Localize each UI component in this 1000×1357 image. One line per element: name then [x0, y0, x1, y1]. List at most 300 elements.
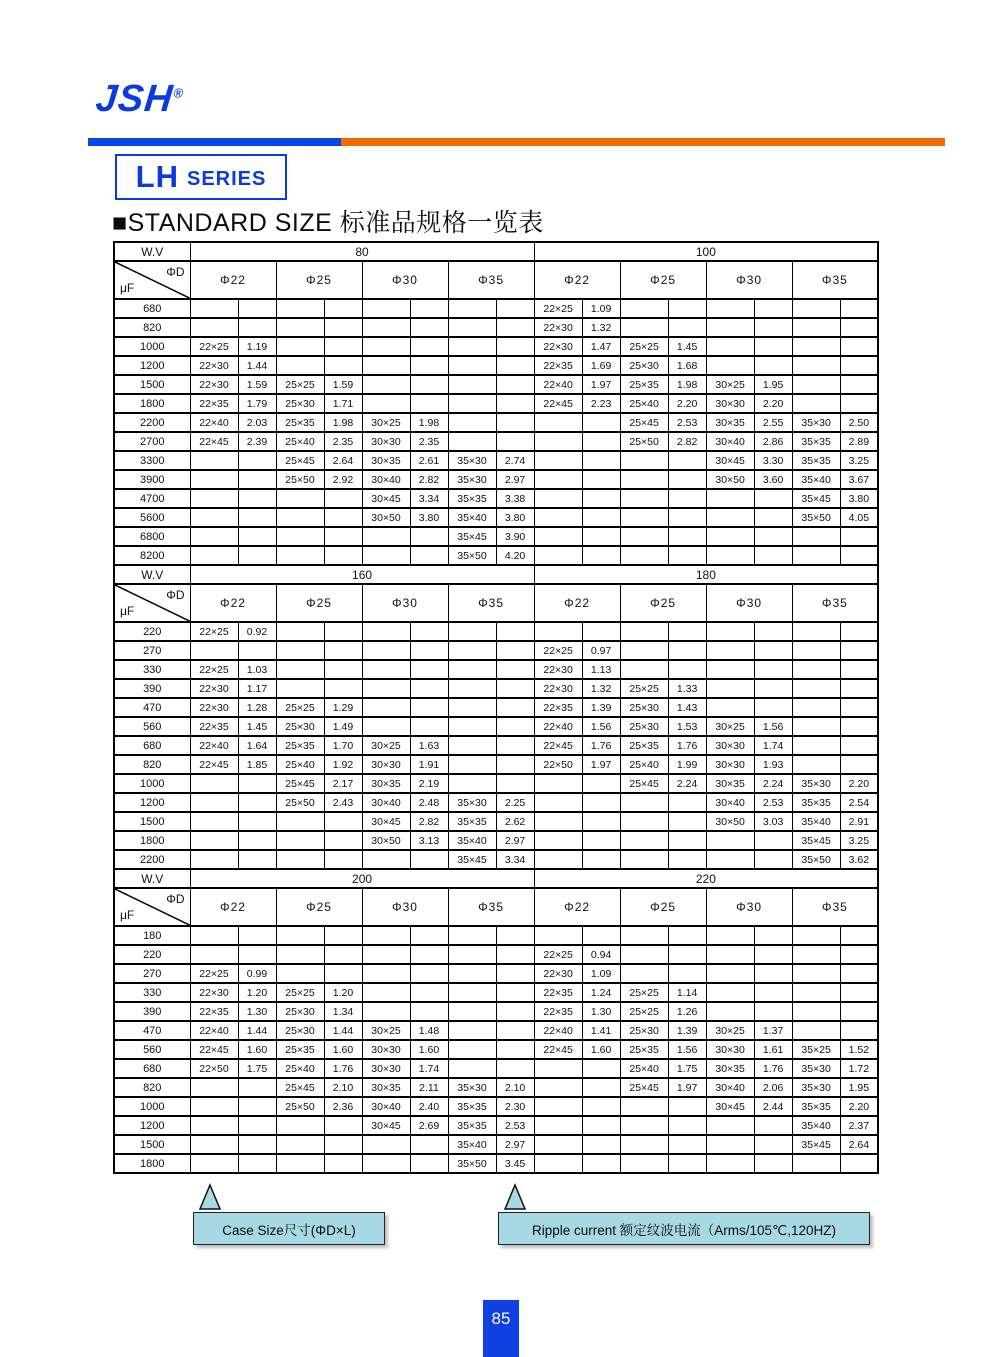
- ripple-current-cell: [238, 1116, 276, 1135]
- case-size-cell: [448, 337, 496, 356]
- case-size-cell: [706, 337, 754, 356]
- table-row: [114, 1040, 878, 1059]
- ripple-current-cell: [324, 546, 362, 565]
- case-size-cell: 30×25: [362, 736, 410, 755]
- ripple-current-cell: 2.37: [840, 1116, 878, 1135]
- case-size-cell: 30×45: [706, 1097, 754, 1116]
- case-size-cell: [448, 356, 496, 375]
- ripple-current-cell: 2.20: [840, 774, 878, 793]
- case-size-cell: [276, 964, 324, 983]
- uf-cell: 3300: [114, 451, 190, 470]
- ripple-current-cell: [496, 1059, 534, 1078]
- case-size-cell: [534, 1154, 582, 1173]
- case-size-cell: 22×30: [190, 679, 238, 698]
- diameter-header: Φ22: [534, 584, 620, 622]
- case-size-cell: [276, 337, 324, 356]
- case-size-cell: 25×50: [276, 793, 324, 812]
- case-size-cell: 25×30: [620, 698, 668, 717]
- ripple-current-cell: [754, 698, 792, 717]
- case-size-cell: 35×40: [448, 831, 496, 850]
- case-size-cell: 30×45: [362, 812, 410, 831]
- ripple-current-cell: 2.20: [754, 394, 792, 413]
- case-size-cell: [620, 793, 668, 812]
- case-size-cell: 35×30: [448, 1078, 496, 1097]
- ripple-current-cell: [496, 736, 534, 755]
- diameter-header: Φ22: [534, 888, 620, 926]
- ripple-current-cell: 1.60: [324, 1040, 362, 1059]
- ripple-current-cell: 1.59: [238, 375, 276, 394]
- ripple-current-cell: [840, 1002, 878, 1021]
- ripple-current-cell: [410, 679, 448, 698]
- case-size-cell: [534, 793, 582, 812]
- ripple-current-cell: 0.99: [238, 964, 276, 983]
- case-size-cell: [534, 489, 582, 508]
- case-size-cell: 22×40: [534, 375, 582, 394]
- ripple-current-cell: 1.09: [582, 964, 620, 983]
- case-size-cell: [620, 318, 668, 337]
- standard-size-table-wrap: [113, 241, 879, 1174]
- case-size-cell: 25×25: [620, 983, 668, 1002]
- case-size-cell: [362, 679, 410, 698]
- ripple-current-cell: [238, 831, 276, 850]
- ripple-current-cell: [668, 451, 706, 470]
- case-size-cell: [448, 679, 496, 698]
- ripple-current-cell: 1.44: [238, 1021, 276, 1040]
- uf-cell: 680: [114, 1059, 190, 1078]
- uf-cell: 270: [114, 641, 190, 660]
- ripple-current-cell: 1.48: [410, 1021, 448, 1040]
- case-size-cell: [448, 622, 496, 641]
- case-size-cell: [362, 375, 410, 394]
- ripple-current-cell: [668, 489, 706, 508]
- ripple-current-cell: [324, 945, 362, 964]
- case-size-cell: [362, 1135, 410, 1154]
- ripple-current-cell: [840, 641, 878, 660]
- case-size-cell: [190, 774, 238, 793]
- ripple-current-cell: [754, 337, 792, 356]
- ripple-current-cell: 1.75: [238, 1059, 276, 1078]
- case-size-cell: 30×50: [706, 812, 754, 831]
- case-size-cell: [362, 926, 410, 945]
- ripple-current-cell: 1.34: [324, 1002, 362, 1021]
- uf-cell: 2700: [114, 432, 190, 451]
- case-size-cell: 30×50: [362, 508, 410, 527]
- table-row: [114, 679, 878, 698]
- ripple-current-cell: 2.30: [496, 1097, 534, 1116]
- ripple-current-cell: 1.74: [754, 736, 792, 755]
- case-size-cell: [276, 1116, 324, 1135]
- ripple-current-cell: [324, 318, 362, 337]
- wv-row: [114, 242, 878, 261]
- ripple-current-cell: [754, 964, 792, 983]
- ripple-current-cell: [840, 926, 878, 945]
- case-size-cell: [276, 546, 324, 565]
- case-size-cell: [620, 812, 668, 831]
- case-size-cell: [706, 698, 754, 717]
- ripple-current-cell: [840, 736, 878, 755]
- ripple-current-cell: 1.59: [324, 375, 362, 394]
- table-row: [114, 622, 878, 641]
- ripple-current-cell: [668, 926, 706, 945]
- case-size-cell: 30×50: [706, 470, 754, 489]
- case-size-cell: [448, 964, 496, 983]
- case-size-cell: [448, 774, 496, 793]
- ripple-current-cell: 1.92: [324, 755, 362, 774]
- ripple-current-cell: [754, 926, 792, 945]
- case-size-cell: [362, 1154, 410, 1173]
- case-size-cell: 35×30: [448, 451, 496, 470]
- ripple-current-cell: 2.10: [496, 1078, 534, 1097]
- ripple-current-cell: [238, 793, 276, 812]
- case-size-cell: 30×40: [706, 1078, 754, 1097]
- ripple-current-cell: [840, 1021, 878, 1040]
- case-size-cell: [706, 356, 754, 375]
- ripple-current-cell: 2.54: [840, 793, 878, 812]
- case-size-cell: [792, 945, 840, 964]
- case-size-cell: 25×25: [276, 698, 324, 717]
- ripple-current-cell: [496, 299, 534, 318]
- ripple-current-cell: 2.06: [754, 1078, 792, 1097]
- case-size-cell: 22×40: [190, 413, 238, 432]
- case-size-cell: [706, 831, 754, 850]
- ripple-current-cell: [582, 622, 620, 641]
- ripple-current-cell: [238, 1097, 276, 1116]
- ripple-current-cell: 1.70: [324, 736, 362, 755]
- ripple-current-cell: 1.61: [754, 1040, 792, 1059]
- case-size-cell: 35×45: [448, 850, 496, 869]
- uf-cell: 1200: [114, 793, 190, 812]
- ripple-current-cell: [582, 793, 620, 812]
- case-size-cell: [792, 546, 840, 565]
- ripple-current-cell: [238, 1078, 276, 1097]
- ripple-current-cell: [668, 470, 706, 489]
- case-size-cell: [362, 945, 410, 964]
- ripple-current-cell: [238, 850, 276, 869]
- table-row: [114, 641, 878, 660]
- case-size-cell: 30×25: [706, 375, 754, 394]
- ripple-current-cell: [324, 489, 362, 508]
- ripple-current-cell: [668, 508, 706, 527]
- capacitance-axis-label: μF: [120, 604, 135, 618]
- case-size-cell: [448, 926, 496, 945]
- case-size-cell: [534, 850, 582, 869]
- diameter-header: Φ35: [792, 261, 878, 299]
- table-row: [114, 527, 878, 546]
- case-size-cell: 22×40: [534, 1021, 582, 1040]
- ripple-current-cell: 1.74: [410, 1059, 448, 1078]
- case-size-cell: [190, 470, 238, 489]
- case-size-cell: 35×30: [448, 470, 496, 489]
- ripple-current-cell: [754, 1002, 792, 1021]
- ripple-current-cell: 1.63: [410, 736, 448, 755]
- ripple-current-cell: [582, 413, 620, 432]
- ripple-current-cell: 1.20: [238, 983, 276, 1002]
- ripple-current-cell: 1.95: [754, 375, 792, 394]
- uf-cell: 680: [114, 299, 190, 318]
- table-row: [114, 850, 878, 869]
- case-size-cell: [792, 926, 840, 945]
- case-size-cell: 30×50: [362, 831, 410, 850]
- table-row: [114, 299, 878, 318]
- diameter-header: Φ25: [276, 584, 362, 622]
- ripple-current-cell: 3.90: [496, 527, 534, 546]
- ripple-current-cell: [668, 793, 706, 812]
- ripple-current-cell: [668, 1154, 706, 1173]
- case-size-cell: [792, 679, 840, 698]
- case-size-cell: 22×25: [534, 299, 582, 318]
- case-size-cell: 30×30: [706, 394, 754, 413]
- case-size-cell: [620, 945, 668, 964]
- case-size-cell: 25×35: [276, 1040, 324, 1059]
- ripple-current-cell: [324, 926, 362, 945]
- case-size-cell: 35×30: [448, 793, 496, 812]
- case-size-cell: 22×25: [190, 964, 238, 983]
- standard-size-table: [113, 241, 879, 1174]
- wv-label: W.V: [114, 565, 190, 584]
- ripple-current-cell: 2.17: [324, 774, 362, 793]
- case-size-cell: 25×30: [620, 356, 668, 375]
- ripple-current-cell: [754, 318, 792, 337]
- case-size-cell: [534, 1135, 582, 1154]
- ripple-current-cell: 1.60: [238, 1040, 276, 1059]
- ripple-current-cell: 1.99: [668, 755, 706, 774]
- case-size-cell: 30×35: [362, 774, 410, 793]
- ripple-current-cell: [410, 337, 448, 356]
- case-size-cell: [534, 1116, 582, 1135]
- ripple-current-cell: 2.92: [324, 470, 362, 489]
- table-row: [114, 698, 878, 717]
- diameter-header: Φ30: [362, 261, 448, 299]
- table-row: [114, 1078, 878, 1097]
- ripple-current-cell: [410, 356, 448, 375]
- ripple-current-cell: 1.13: [582, 660, 620, 679]
- case-size-cell: [362, 964, 410, 983]
- case-size-cell: [792, 394, 840, 413]
- ripple-current-cell: [582, 1097, 620, 1116]
- case-size-cell: 25×45: [276, 774, 324, 793]
- case-size-cell: 22×50: [190, 1059, 238, 1078]
- case-size-cell: [276, 945, 324, 964]
- diameter-axis-label: ΦD: [166, 265, 185, 279]
- table-row: [114, 356, 878, 375]
- case-size-cell: 30×25: [362, 413, 410, 432]
- ripple-current-cell: 2.36: [324, 1097, 362, 1116]
- ripple-current-cell: [496, 698, 534, 717]
- case-size-cell: 30×35: [362, 1078, 410, 1097]
- table-row: [114, 717, 878, 736]
- ripple-current-cell: [324, 1135, 362, 1154]
- case-size-cell: [534, 1097, 582, 1116]
- case-size-cell: 25×50: [620, 432, 668, 451]
- case-size-cell: [792, 622, 840, 641]
- ripple-current-cell: 1.56: [668, 1040, 706, 1059]
- case-size-cell: [362, 546, 410, 565]
- case-size-cell: 22×35: [534, 698, 582, 717]
- table-row: [114, 432, 878, 451]
- case-size-cell: [792, 527, 840, 546]
- ripple-current-cell: 1.79: [238, 394, 276, 413]
- case-size-cell: 35×40: [792, 470, 840, 489]
- ripple-current-cell: [668, 660, 706, 679]
- ripple-current-cell: 2.61: [410, 451, 448, 470]
- ripple-current-cell: [410, 1135, 448, 1154]
- ripple-current-cell: 1.03: [238, 660, 276, 679]
- uf-cell: 1200: [114, 356, 190, 375]
- case-size-cell: 30×35: [706, 413, 754, 432]
- case-size-cell: [362, 394, 410, 413]
- case-size-cell: 35×45: [792, 1135, 840, 1154]
- case-size-cell: [362, 850, 410, 869]
- ripple-current-cell: 1.56: [582, 717, 620, 736]
- case-size-cell: [792, 356, 840, 375]
- case-size-cell: 22×45: [534, 736, 582, 755]
- case-size-cell: [534, 831, 582, 850]
- case-size-cell: [792, 375, 840, 394]
- ripple-current-cell: 2.40: [410, 1097, 448, 1116]
- case-size-cell: 25×25: [276, 983, 324, 1002]
- case-size-cell: [190, 1154, 238, 1173]
- series-subtitle: SERIES: [186, 167, 267, 190]
- case-size-cell: [362, 622, 410, 641]
- ripple-current-cell: [668, 641, 706, 660]
- ripple-current-cell: 0.94: [582, 945, 620, 964]
- case-size-cell: [534, 926, 582, 945]
- ripple-current-cell: [582, 432, 620, 451]
- case-size-cell: [620, 527, 668, 546]
- ripple-current-cell: [582, 831, 620, 850]
- table-row: [114, 983, 878, 1002]
- ripple-current-cell: [840, 375, 878, 394]
- case-size-cell: 35×50: [792, 508, 840, 527]
- ripple-current-cell: 1.72: [840, 1059, 878, 1078]
- case-size-cell: [620, 850, 668, 869]
- case-size-cell: 35×40: [792, 1116, 840, 1135]
- ripple-current-cell: [496, 755, 534, 774]
- ripple-current-cell: 2.89: [840, 432, 878, 451]
- case-size-cell: [534, 1078, 582, 1097]
- ripple-current-cell: 2.69: [410, 1116, 448, 1135]
- case-size-cell: 22×30: [534, 337, 582, 356]
- case-size-cell: 22×45: [534, 1040, 582, 1059]
- case-size-cell: [190, 793, 238, 812]
- diameter-header: Φ25: [620, 261, 706, 299]
- series-title: LH: [135, 159, 179, 194]
- case-size-cell: [362, 356, 410, 375]
- uf-cell: 560: [114, 717, 190, 736]
- ripple-current-cell: 1.95: [840, 1078, 878, 1097]
- ripple-current-cell: [582, 926, 620, 945]
- ripple-current-cell: 1.75: [668, 1059, 706, 1078]
- ripple-current-cell: [496, 660, 534, 679]
- case-size-cell: 30×40: [362, 793, 410, 812]
- case-size-cell: [620, 1097, 668, 1116]
- ripple-current-cell: [582, 850, 620, 869]
- ripple-current-cell: 1.32: [582, 679, 620, 698]
- uf-cell: 4700: [114, 489, 190, 508]
- case-size-cell: [276, 356, 324, 375]
- ripple-current-cell: [668, 812, 706, 831]
- case-size-cell: 25×30: [620, 717, 668, 736]
- ripple-current-cell: 1.85: [238, 755, 276, 774]
- ripple-current-cell: [410, 1002, 448, 1021]
- case-size-cell: [792, 698, 840, 717]
- case-size-cell: [190, 850, 238, 869]
- ripple-current-cell: [840, 1154, 878, 1173]
- case-size-cell: [534, 508, 582, 527]
- ripple-current-cell: [754, 489, 792, 508]
- ripple-current-cell: [754, 850, 792, 869]
- table-row: [114, 337, 878, 356]
- ripple-current-cell: [238, 774, 276, 793]
- ripple-current-cell: [668, 546, 706, 565]
- case-size-cell: 25×35: [620, 736, 668, 755]
- case-size-cell: 35×35: [448, 1116, 496, 1135]
- ripple-current-cell: 1.91: [410, 755, 448, 774]
- case-size-cell: [620, 470, 668, 489]
- case-size-cell: [362, 717, 410, 736]
- registered-mark: ®: [172, 85, 186, 101]
- case-size-cell: 30×25: [706, 1021, 754, 1040]
- case-size-cell: [276, 622, 324, 641]
- ripple-current-cell: [668, 1116, 706, 1135]
- ripple-current-cell: [754, 945, 792, 964]
- case-size-cell: 22×30: [190, 356, 238, 375]
- case-size-cell: 35×35: [792, 451, 840, 470]
- ripple-current-cell: 3.62: [840, 850, 878, 869]
- ripple-current-cell: 1.17: [238, 679, 276, 698]
- ripple-current-cell: 1.98: [324, 413, 362, 432]
- ripple-current-cell: [410, 622, 448, 641]
- case-size-cell: [190, 318, 238, 337]
- ripple-current-cell: [754, 622, 792, 641]
- case-size-cell: 30×40: [706, 793, 754, 812]
- ripple-current-cell: 1.20: [324, 983, 362, 1002]
- ripple-current-cell: 3.60: [754, 470, 792, 489]
- case-size-cell: [792, 1154, 840, 1173]
- ripple-current-cell: 1.45: [238, 717, 276, 736]
- case-size-cell: [448, 1040, 496, 1059]
- uf-cell: 1500: [114, 375, 190, 394]
- ripple-current-cell: 1.47: [582, 337, 620, 356]
- case-size-cell: [362, 299, 410, 318]
- accent-divider-bar: [88, 138, 945, 146]
- case-size-cell: 22×45: [534, 394, 582, 413]
- case-size-cell: [792, 1002, 840, 1021]
- uf-cell: 680: [114, 736, 190, 755]
- table-row: [114, 508, 878, 527]
- case-size-cell: [706, 945, 754, 964]
- case-size-cell: [706, 546, 754, 565]
- case-size-cell: 25×40: [276, 755, 324, 774]
- ripple-current-cell: 3.80: [496, 508, 534, 527]
- ripple-current-cell: 2.11: [410, 1078, 448, 1097]
- diameter-header: Φ35: [448, 261, 534, 299]
- case-size-cell: [620, 508, 668, 527]
- ripple-current-cell: 0.92: [238, 622, 276, 641]
- ripple-pointer-triangle-icon: [503, 1183, 527, 1211]
- case-size-cell: 25×45: [620, 774, 668, 793]
- ripple-current-cell: [410, 546, 448, 565]
- ripple-current-cell: [496, 964, 534, 983]
- ripple-current-cell: [668, 318, 706, 337]
- ripple-current-cell: 1.30: [582, 1002, 620, 1021]
- ripple-current-cell: [238, 546, 276, 565]
- uf-cell: 390: [114, 679, 190, 698]
- ripple-current-cell: [840, 394, 878, 413]
- uf-diameter-diagonal-cell: [114, 584, 190, 622]
- ripple-current-cell: 1.14: [668, 983, 706, 1002]
- case-size-cell: [706, 1002, 754, 1021]
